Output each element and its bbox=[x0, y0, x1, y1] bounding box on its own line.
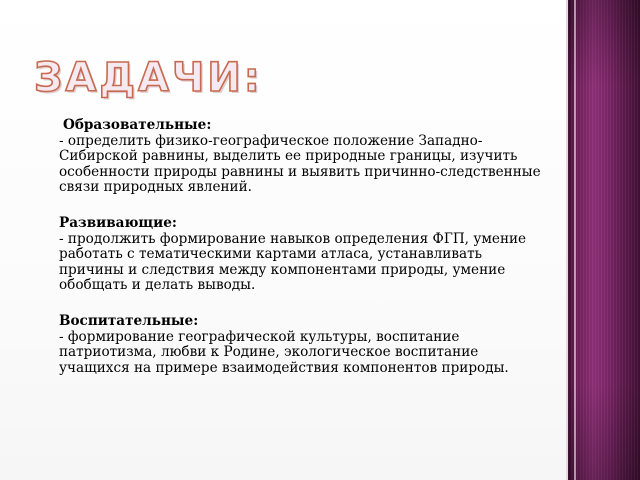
section-text: - определить физико-географическое положение Западно-Сибирской равнины, выделить ее природные границы, изучить особенности природы равнины и выявить причинно-следственные связи природных явлений. bbox=[59, 132, 541, 196]
section-heading: Образовательные: bbox=[63, 117, 212, 133]
section-heading: Воспитательные: bbox=[59, 312, 199, 329]
section-heading: Развивающие: bbox=[59, 214, 177, 231]
side-band-edge bbox=[566, 0, 568, 480]
slide-title: ЗАДАЧИ: bbox=[34, 55, 263, 101]
section-educational bbox=[59, 118, 549, 196]
section-text: - продолжить формирование навыков определения ФГП, умение работать с тематическими картами атласа, устанавливать причины и следствия между компонентами природы, умение обобщать и делать выводы. bbox=[59, 230, 527, 294]
section-developmental bbox=[59, 216, 549, 294]
section-text: - формирование географической культуры, воспитание патриотизма, любви к Родине, экологическое воспитание учащихся на примере взаимодействия компонентов природы. bbox=[59, 328, 509, 376]
slide-content bbox=[59, 118, 549, 376]
side-band-shade bbox=[568, 0, 640, 480]
side-band-stripe bbox=[574, 0, 576, 480]
section-upbringing bbox=[59, 314, 549, 376]
